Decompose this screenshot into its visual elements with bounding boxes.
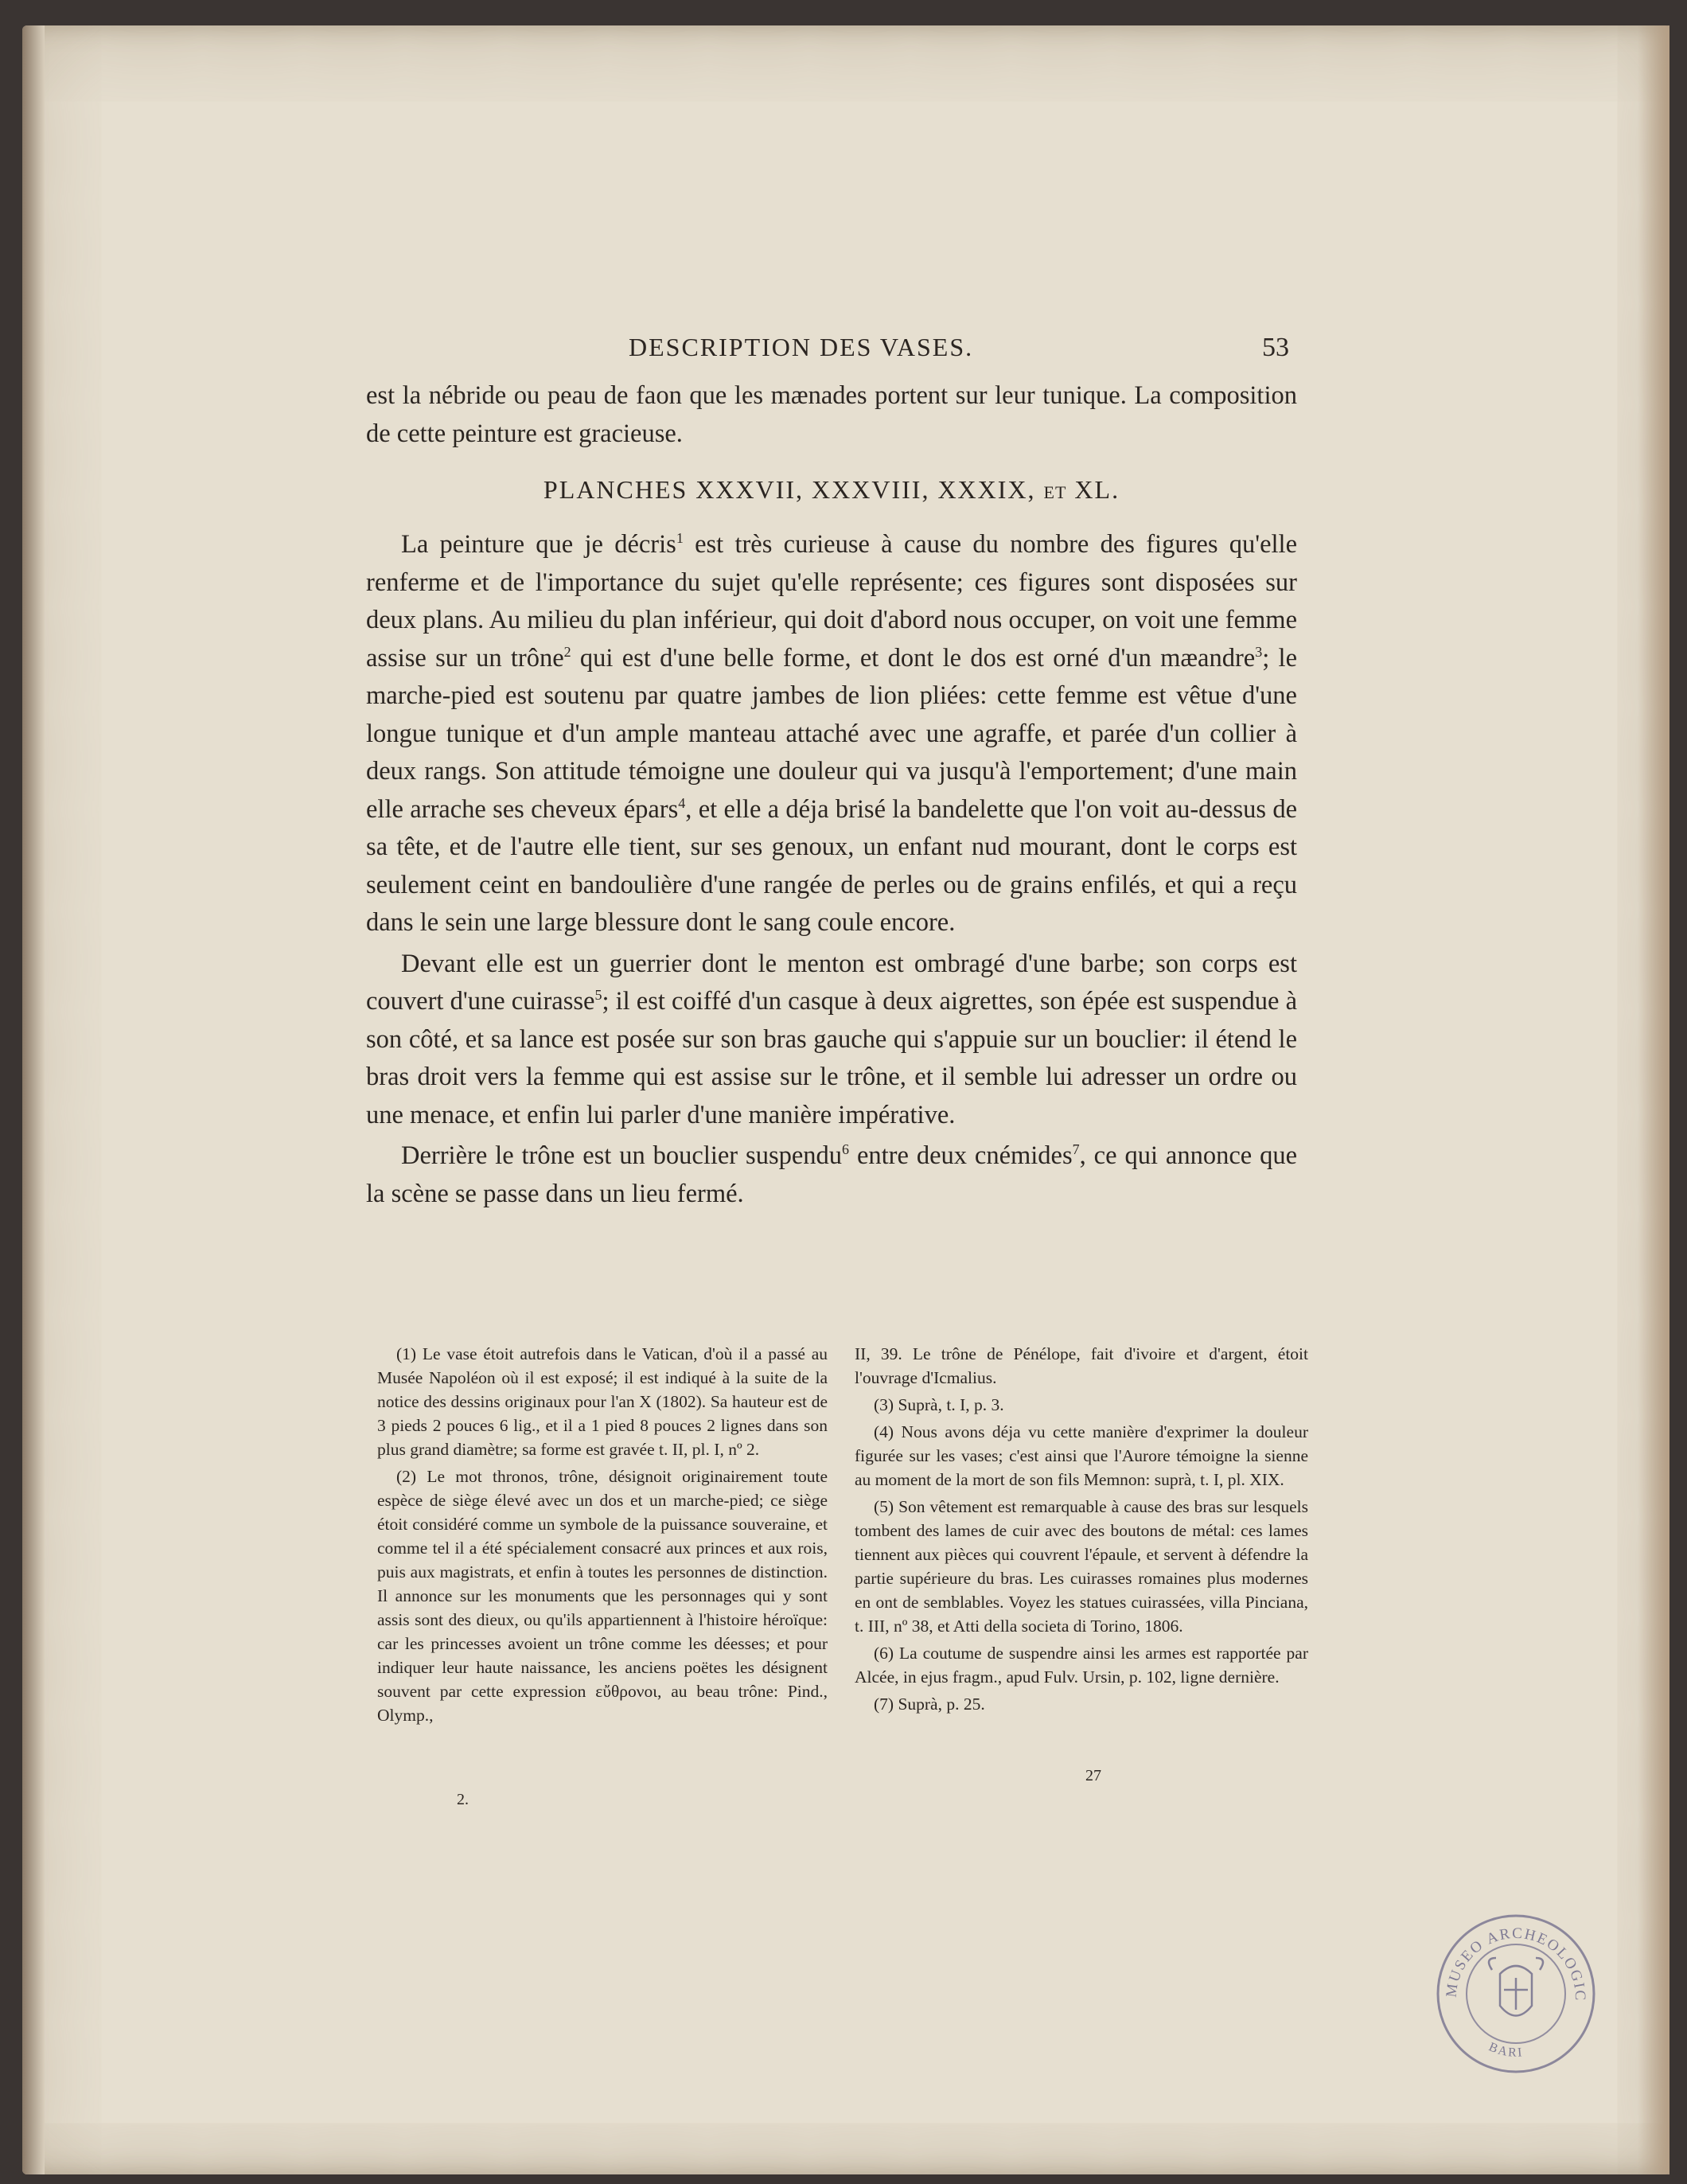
footnote-ref: 6 xyxy=(842,1141,850,1158)
plate-heading-et: ET xyxy=(1043,482,1067,502)
page-number: 53 xyxy=(1262,333,1289,362)
footnote-ref: 5 xyxy=(594,987,602,1004)
footnote-3: (3) Suprà, t. I, p. 3. xyxy=(874,1395,1004,1414)
plate-heading-main: PLANCHES XXXVII, XXXVIII, XXXIX, xyxy=(543,475,1036,504)
main-text xyxy=(366,377,1297,1213)
paragraph-3 xyxy=(366,1137,1297,1213)
stamp-city: BARI xyxy=(1486,2040,1525,2060)
stamp-text: MUSEO ARCHEOLOGIC xyxy=(1443,1925,1589,2003)
footnote-2-continued: II, 39. Le trône de Pénélope, fait d'ivoire et d'argent, étoit l'ouvrage d'Icmalius. xyxy=(855,1344,1308,1387)
museum-stamp xyxy=(1432,1910,1599,2077)
footnote-ref: 4 xyxy=(678,794,686,811)
text-run: ; il est coiffé d'un casque à deux aigrettes, son épée est suspendue à son côté, et sa lance est posée sur son bras gauche qui s'appuie sur un bouclier: il étend le bras droit vers la femme qui est assise sur le trône, et il semble lui adresser un ordre ou une menace, et enfin lui parler d'une manière impérative. xyxy=(366,987,1298,1129)
footnote-4: (4) Nous avons déja vu cette manière d'exprimer la douleur figurée sur les vases; c'est ainsi que l'Aurore témoigne la sienne au moment de la mort de son fils Memnon: suprà, t. I, pl. XIX. xyxy=(855,1422,1308,1489)
text-run: Devant elle est un guerrier dont le menton est ombragé d'une barbe; son corps est couvert d'une cuirasse xyxy=(366,949,1297,1016)
text-run: , et elle a déja brisé la bandelette que l'on voit au-dessus de sa tête, et de l'autre elle tient, sur ses genoux, un enfant nud mourant, dont le corps est seulement ceint en bandoulière d'une rangée de perles ou de grains enfilés, et qui a reçu dans le sein une large blessure dont le sang coule encore. xyxy=(366,794,1298,937)
footnote-ref: 2 xyxy=(563,643,571,660)
footnote-1: (1) Le vase étoit autrefois dans le Vatican, d'où il a passé au Musée Napoléon où il est exposé; il est indiqué à la suite de la notice des dessins originaux pour l'an X (1802). Sa hauteur est de 3 pieds 2 pouces 6 lig., et il a 1 pied 8 pouces 2 lignes dans son plus grand diamètre; sa forme est gravée t. II, pl. I, nº 2. xyxy=(377,1344,828,1459)
text-run: Derrière le trône est un bouclier suspendu xyxy=(401,1141,843,1170)
text-run: ; le marche-pied est soutenu par quatre jambes de lion pliées: cette femme est vêtue d'une longue tunique et d'un ample manteau attaché avec une agraffe, et parée d'un collier à deux rangs. Son attitude témoigne une douleur qui va jusqu'à l'emportement; d'une main elle arrache ses cheveux épars xyxy=(366,643,1297,824)
signature-mark: 2. xyxy=(457,1791,469,1808)
gathering-number: 27 xyxy=(1085,1767,1101,1784)
footnotes-left-column xyxy=(377,1342,828,1730)
footnote-ref: 7 xyxy=(1072,1141,1080,1158)
footnotes-right-column xyxy=(855,1342,1308,1719)
footnote-ref: 1 xyxy=(676,530,684,547)
paragraph-2 xyxy=(366,946,1297,1135)
plate-heading-last: XL. xyxy=(1074,475,1120,504)
footnote-5: (5) Son vêtement est remarquable à cause des bras sur lesquels tombent des lames de cuir avec des boutons de métal: ces lames tiennent aux pièces qui couvrent l'épaule, et servent à défendre la partie supérieure du bras. Les cuirasses romaines plus modernes en ont de semblables. Voyez les statues cuirassées, villa Pinciana, t. III, nº 38, et Atti della societa di Torino, 1806. xyxy=(855,1497,1308,1636)
opening-lines: est la nébride ou peau de faon que les mænades portent sur leur tunique. La composition de cette peinture est gracieuse. xyxy=(366,381,1297,448)
footnote-ref: 3 xyxy=(1255,643,1263,660)
plate-heading xyxy=(366,474,1297,509)
text-run: La peinture que je décris xyxy=(401,530,676,559)
stamp-seal-icon xyxy=(1432,1910,1599,2077)
text-run: est très curieuse à cause du nombre des figures qu'elle renferme et de l'importance du sujet qu'elle représente; ces figures sont disposées sur deux plans. Au milieu du plan inférieur, qui doit d'abord nous occuper, on voit une femme assise sur un trône xyxy=(366,530,1297,673)
paragraph-1 xyxy=(366,526,1297,942)
text-run: entre deux cnémides xyxy=(849,1141,1073,1170)
text-run: , ce qui annonce que la scène se passe dans un lieu fermé. xyxy=(366,1141,1298,1208)
text-run: qui est d'une belle forme, et dont le dos est orné d'un mæandre xyxy=(571,643,1256,673)
footnote-6: (6) La coutume de suspendre ainsi les armes est rapportée par Alcée, in ejus fragm., apud Fulv. Ursin, p. 102, ligne dernière. xyxy=(855,1644,1308,1687)
footnote-2: (2) Le mot thronos, trône, désignoit originairement toute espèce de siège élevé avec un dos et un marche-pied; ce siège étoit considéré comme un symbole de la puissance souveraine, et comme tel il a été spécialement consacré aux princes et aux rois, puis aux magistrats, et enfin à toutes les personnes de distinction. Il annonce sur les monuments que les personnages qui y sont assis sont des dieux, ou qu'ils appartiennent à l'histoire héroïque: car les princesses avoient un trône comme les déesses; et pour indiquer leur haute naissance, les anciens poëtes les désignent souvent par cette expression εὔθρονοι, au beau trône: Pind., Olymp., xyxy=(377,1467,828,1725)
running-title: DESCRIPTION DES VASES. xyxy=(629,333,974,361)
footnote-7: (7) Suprà, p. 25. xyxy=(874,1695,985,1714)
